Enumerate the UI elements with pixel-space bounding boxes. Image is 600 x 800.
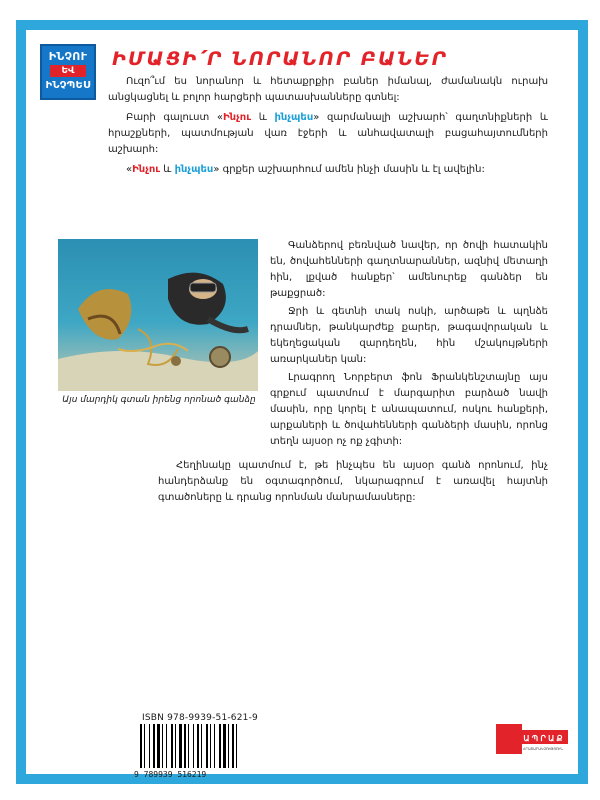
intro-text-fragment: » գրքեր աշխարհում ամեն ինչի մասին և էլ ավելին: [213,164,485,175]
series-logo [40,44,96,100]
isbn-number: ISBN 978-9939-51-621-9 [142,713,258,723]
underwater-scene-image [58,239,258,391]
series-word-how: ինչպես [274,112,314,123]
cover-frame [16,20,588,784]
publisher-name: Ա Պ Ր Ա Ք [523,734,563,743]
intro-paragraph-1: Ուզո՞ւմ ես նորանոր և հետաքրքիր բաներ իմանալ, ժամանակն ուրախ անցկացնել և բոլոր հարցերի պատասխանները գտնել: [108,76,548,103]
series-word-how: ինչպես [174,164,214,175]
series-word-why: Ինչու [223,112,251,123]
main-text-continued [158,458,548,506]
intro-text-fragment: և [160,164,175,175]
main-text [270,238,548,452]
logo-line-2: ԵՎ [50,65,86,77]
intro-paragraph-2 [108,110,548,158]
body-paragraph-4: Հեղինակը պատմում է, թե ինչպես են այսօր գանձ որոնում, ինչ հանդերձանք են օգտագործում, նկարագրում է առավել հայտնի գտածոները և դրանց որոնման մանրամասները: [158,460,548,503]
publisher-subtitle: ՀՐԱՏԱՐԱԿՉՈՒԹՅՈՒՆ [523,747,563,751]
intro-text-fragment: Բարի գալուստ « [126,112,224,123]
intro-text-fragment: « [126,164,133,175]
intro-text [108,74,548,182]
photo-caption: Այս մարդիկ գտան իրենց որոնած գանձը [62,395,256,405]
intro-paragraph-3 [108,162,548,178]
logo-line-3: ԻՆՉՊԵՍ [45,80,91,91]
body-paragraph-3: Լրագրող Նորբերտ ֆոն Ֆրանկենշտայնը այս գրքում պատմում է մարգարիտ բարձած նավի մասին, որը կորել է անապատում, ոսկու հանքերի, արքաների և ծովահենների գանձերի մասին, որոնց տեղն այսօր ոչ ոք չգիտի: [270,372,548,447]
divers-photo [58,239,258,391]
barcode-image [138,724,256,772]
publisher-logo [496,718,568,754]
barcode-number: 9 789939 516219 [134,770,207,779]
logo-line-1: ԻՆՉՈՒ [48,50,88,63]
intro-text-fragment: » զարմանալի աշխարհ՝ գաղտնիքների և հրաշքների, պատմության վառ էջերի և անհավատալի բացահայտումների աշխարհ: [108,112,548,155]
series-word-why: Ինչու [132,164,161,175]
intro-text-fragment: և [251,112,275,123]
body-paragraph-1: Գանձերով բեռնված նավեր, որ ծովի հատակին են, ծովահենների գաղտնարաններ, ազնիվ մետաղի հին, լքված հանքեր՝ ամենուրեք գանձեր են թաքցրած: [270,240,548,299]
page-title: ԻՄԱՑԻ՛Ր ՆՈՐԱՆՈՐ ԲԱՆԵՐ [112,48,448,70]
body-paragraph-2: Ջրի և գետնի տակ ոսկի, արծաթե և պղնձե դրամներ, թանկարժեք քարեր, թագավորական և եկեղեցական զարդեղեն, հին մշակույթների առարկաներ կան: [270,306,548,365]
